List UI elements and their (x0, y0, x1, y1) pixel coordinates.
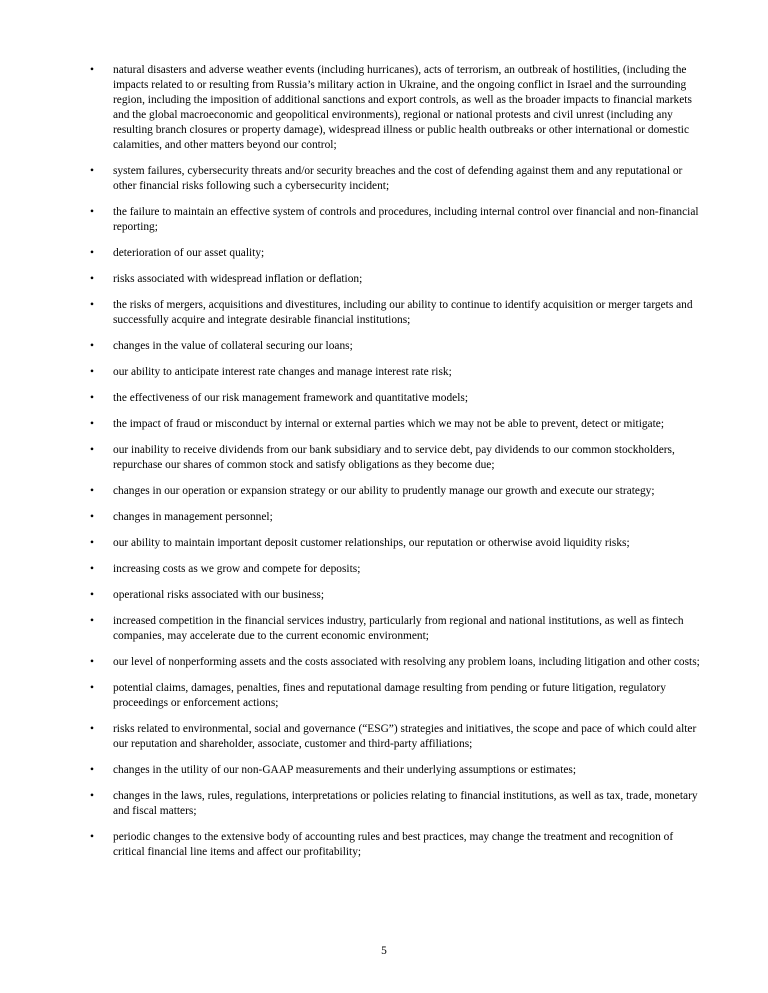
bullet-text: our level of nonperforming assets and the costs associated with resolving any problem loans, including litigation and other costs; (113, 656, 700, 668)
bullet-icon: • (90, 723, 94, 735)
bullet-text: system failures, cybersecurity threats and/or security breaches and the cost of defending against them and any reputational or other financial risks following such a cybersecurity incident; (113, 165, 683, 192)
bullet-icon: • (90, 206, 94, 218)
bullet-text: our inability to receive dividends from our bank subsidiary and to service debt, pay dividends to our common stockholders, repurchase our shares of common stock and satisfy obligations as they become due; (113, 444, 675, 471)
bullet-text: the impact of fraud or misconduct by internal or external parties which we may not be able to prevent, detect or mitigate; (113, 418, 664, 430)
bullet-item (88, 391, 704, 406)
bullet-text: our ability to maintain important deposit customer relationships, our reputation or otherwise avoid liquidity risks; (113, 537, 630, 549)
bullet-item (88, 614, 704, 644)
bullet-item (88, 588, 704, 603)
bullet-text: operational risks associated with our business; (113, 589, 325, 601)
bullet-item (88, 298, 704, 328)
bullet-item (88, 655, 704, 670)
bullet-item (88, 830, 704, 860)
bullet-item (88, 63, 704, 153)
bullet-icon: • (90, 165, 94, 177)
bullet-text: changes in the value of collateral securing our loans; (113, 340, 353, 352)
bullet-item (88, 365, 704, 380)
bullet-item (88, 536, 704, 551)
bullet-text: our ability to anticipate interest rate changes and manage interest rate risk; (113, 366, 452, 378)
bullet-text: the failure to maintain an effective system of controls and procedures, including internal control over financial and non-financial reporting; (113, 206, 699, 233)
bullet-item (88, 562, 704, 577)
bullet-text: changes in our operation or expansion strategy or our ability to prudently manage our growth and execute our strategy; (113, 485, 655, 497)
bullet-item (88, 272, 704, 287)
bullet-item (88, 510, 704, 525)
bullet-icon: • (90, 511, 94, 523)
bullet-text: changes in the utility of our non-GAAP measurements and their underlying assumptions or estimates; (113, 764, 577, 776)
bullet-icon: • (90, 764, 94, 776)
bullet-text: risks associated with widespread inflation or deflation; (113, 273, 363, 285)
page-number: 5 (381, 945, 387, 957)
bullet-text: changes in management personnel; (113, 511, 273, 523)
bullet-icon: • (90, 682, 94, 694)
bullet-icon: • (90, 589, 94, 601)
bullet-icon: • (90, 392, 94, 404)
bullet-text: periodic changes to the extensive body of accounting rules and best practices, may change the treatment and recognition of critical financial line items and affect our profitability; (113, 831, 674, 858)
bullet-text: risks related to environmental, social and governance (“ESG”) strategies and initiatives, the scope and pace of which could alter our reputation and shareholder, associate, customer and third-party affiliations; (113, 723, 697, 750)
bullet-item (88, 681, 704, 711)
bullet-icon: • (90, 537, 94, 549)
bullet-item (88, 443, 704, 473)
bullet-item (88, 484, 704, 499)
bullet-text: increased competition in the financial services industry, particularly from regional and national institutions, as well as fintech companies, may accelerate due to the current economic environment; (113, 615, 684, 642)
bullet-item (88, 339, 704, 354)
bullet-icon: • (90, 273, 94, 285)
bullet-icon: • (90, 790, 94, 802)
bullet-item (88, 722, 704, 752)
bullet-text: the risks of mergers, acquisitions and divestitures, including our ability to continue to identify acquisition or merger targets and successfully acquire and integrate desirable financial institutions; (113, 299, 693, 326)
bullet-item (88, 164, 704, 194)
bullet-icon: • (90, 656, 94, 668)
bullet-icon: • (90, 247, 94, 259)
bullet-icon: • (90, 64, 94, 76)
bullet-text: increasing costs as we grow and compete for deposits; (113, 563, 361, 575)
bullet-icon: • (90, 831, 94, 843)
bullet-icon: • (90, 615, 94, 627)
bullet-icon: • (90, 485, 94, 497)
bullet-item (88, 205, 704, 235)
bullet-icon: • (90, 418, 94, 430)
bullet-icon: • (90, 444, 94, 456)
bullet-item (88, 763, 704, 778)
bullet-text: changes in the laws, rules, regulations, interpretations or policies relating to financial institutions, as well as tax, trade, monetary and fiscal matters; (113, 790, 698, 817)
bullet-icon: • (90, 366, 94, 378)
bullet-item (88, 789, 704, 819)
bullet-icon: • (90, 299, 94, 311)
bullet-list (88, 63, 704, 860)
risk-factors-bullet-list-section (88, 63, 704, 871)
bullet-icon: • (90, 563, 94, 575)
bullet-item (88, 417, 704, 432)
bullet-text: the effectiveness of our risk management framework and quantitative models; (113, 392, 468, 404)
bullet-text: natural disasters and adverse weather events (including hurricanes), acts of terrorism, an outbreak of hostilities, (including the impacts related to or resulting from Russia’s military action in Ukraine, and the ongoing conflict in Israel and the surrounding region, including the imposition of additional sanctions and export controls, as well as the broader impacts to financial markets and the global macroeconomic and geopolitical environments), regional or national protests and civil unrest (including any resulting branch closures or property damage), widespread illness or public health outbreaks or other international or domestic calamities, and other matters beyond our control; (113, 64, 692, 151)
bullet-text: deterioration of our asset quality; (113, 247, 265, 259)
bullet-text: potential claims, damages, penalties, fines and reputational damage resulting from pending or future litigation, regulatory proceedings or enforcement actions; (113, 682, 666, 709)
bullet-icon: • (90, 340, 94, 352)
bullet-item (88, 246, 704, 261)
